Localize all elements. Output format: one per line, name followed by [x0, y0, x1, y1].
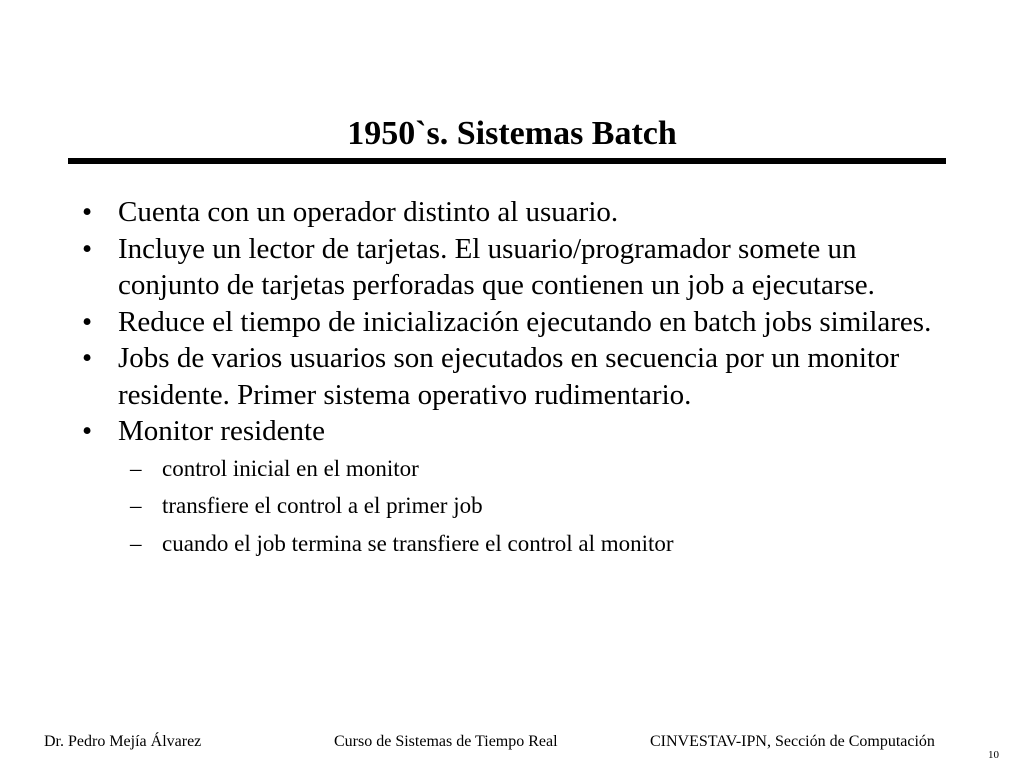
bullet-item — [76, 340, 946, 413]
bullet-item — [76, 194, 946, 231]
footer-institution: CINVESTAV-IPN, Sección de Computación — [650, 733, 935, 750]
sub-bullet-text: transfiere el control a el primer job — [162, 493, 483, 518]
bullet-text: Reduce el tiempo de inicialización ejecutando en batch jobs similares. — [118, 305, 932, 338]
bullet-marker: • — [82, 415, 93, 447]
bullet-list — [76, 194, 946, 562]
title-divider — [68, 158, 946, 164]
bullet-text: Incluye un lector de tarjetas. El usuario/programador somete un conjunto de tarjetas perforadas que contienen un job a ejecutarse. — [118, 232, 875, 301]
sub-bullet-item — [76, 525, 946, 563]
bullet-text: Monitor residente — [118, 415, 325, 447]
sub-bullet-marker: – — [130, 530, 142, 556]
sub-bullet-item — [76, 450, 946, 488]
bullet-item — [76, 413, 946, 450]
sub-bullet-marker: – — [130, 493, 142, 518]
bullet-marker: • — [82, 305, 93, 338]
bullet-marker: • — [82, 342, 93, 374]
sub-bullet-text: control inicial en el monitor — [162, 455, 419, 481]
sub-bullet-text: cuando el job termina se transfiere el control al monitor — [162, 530, 674, 556]
sub-bullet-item — [76, 487, 946, 525]
bullet-marker: • — [82, 196, 93, 228]
page-number: 10 — [988, 749, 999, 761]
sub-bullet-marker: – — [130, 455, 142, 481]
bullet-item — [76, 231, 946, 304]
bullet-marker: • — [82, 232, 93, 265]
bullet-text: Cuenta con un operador distinto al usuario. — [118, 196, 619, 228]
bullet-text: Jobs de varios usuarios son ejecutados en secuencia por un monitor residente. Primer sistema operativo rudimentario. — [118, 342, 900, 411]
bullet-item — [76, 304, 946, 341]
footer-course: Curso de Sistemas de Tiempo Real — [334, 733, 558, 750]
footer-author: Dr. Pedro Mejía Álvarez — [44, 733, 202, 750]
slide-title: 1950`s. Sistemas Batch — [347, 115, 677, 152]
